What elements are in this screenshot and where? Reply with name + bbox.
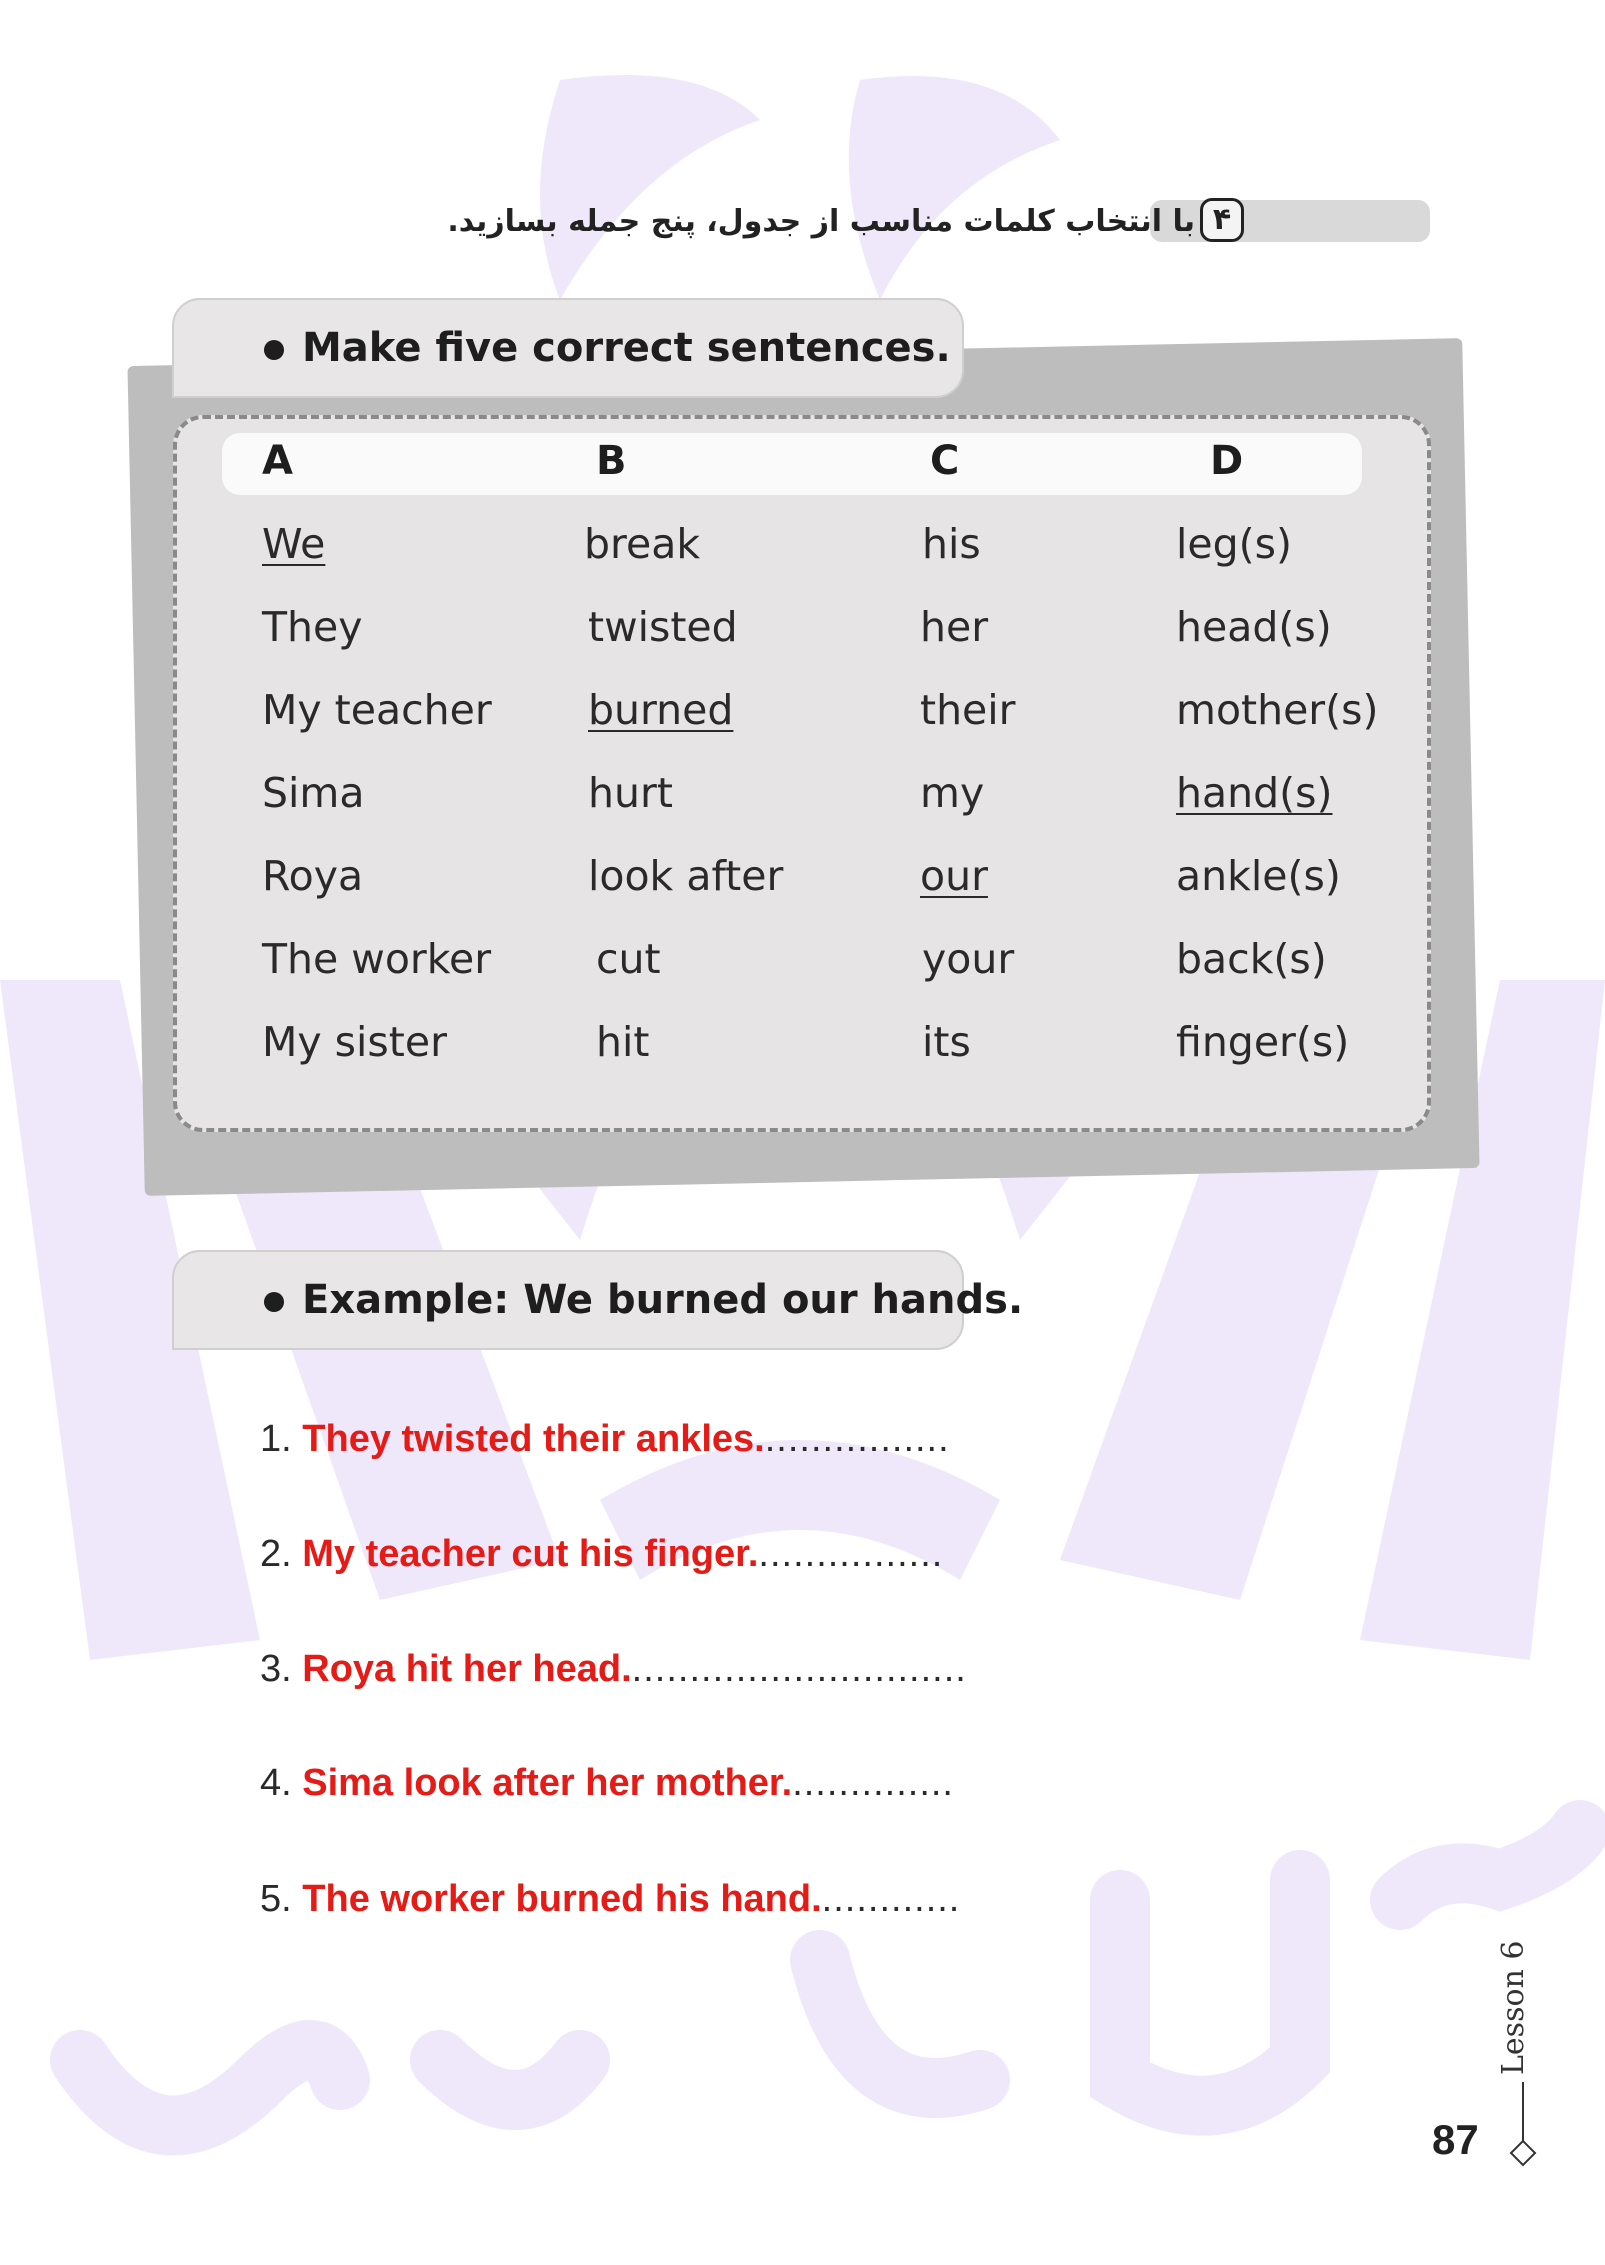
table-cell: mother(s) — [1176, 686, 1379, 734]
answer-line-1[interactable] — [260, 1418, 950, 1461]
table-cell: my — [920, 769, 985, 817]
table-cell: break — [584, 520, 701, 568]
table-cell: My sister — [262, 1018, 447, 1066]
answer-text: Roya hit her head. — [302, 1648, 632, 1690]
column-header-b: B — [596, 438, 627, 484]
table-cell: her — [920, 603, 989, 651]
answer-number: 4. — [260, 1762, 292, 1804]
table-cell: hit — [596, 1018, 650, 1066]
table-cell: We — [262, 520, 326, 568]
instruction-text: با انتخاب کلمات مناسب از جدول، پنج جمله بسازید. — [447, 204, 1195, 239]
table-cell: They — [262, 603, 363, 651]
answer-dots: ................ — [764, 1418, 950, 1460]
answer-line-5[interactable] — [260, 1878, 960, 1921]
table-cell: its — [922, 1018, 971, 1066]
bullet-dot-icon — [264, 1292, 284, 1312]
answer-text: They twisted their ankles. — [302, 1418, 765, 1460]
answer-dots: ............................. — [631, 1648, 967, 1690]
table-cell: cut — [596, 935, 661, 983]
table-cell: burned — [588, 686, 734, 734]
table-cell: back(s) — [1176, 935, 1327, 983]
column-header-a: A — [262, 438, 293, 484]
column-header-d: D — [1210, 438, 1244, 484]
table-cell: The worker — [262, 935, 492, 983]
page-number: 87 — [1432, 2116, 1479, 2163]
answer-line-4[interactable] — [260, 1762, 954, 1805]
answer-dots: ............ — [821, 1878, 961, 1920]
answer-text: Sima look after her mother. — [302, 1762, 793, 1804]
table-cell: our — [920, 852, 988, 900]
answer-number: 1. — [260, 1418, 292, 1460]
page-marker-line — [1522, 2082, 1524, 2144]
answer-text: My teacher cut his finger. — [302, 1533, 759, 1575]
example-header — [172, 1250, 1024, 1350]
answer-dots: ................ — [758, 1533, 944, 1575]
table-cell: your — [922, 935, 1015, 983]
table-cell: look after — [588, 852, 784, 900]
answer-line-3[interactable] — [260, 1648, 967, 1691]
diamond-icon — [1508, 2138, 1538, 2168]
table-cell: My teacher — [262, 686, 492, 734]
table-cell: head(s) — [1176, 603, 1332, 651]
bullet-dot-icon — [264, 340, 284, 360]
table-cell: Sima — [262, 769, 365, 817]
task-header — [172, 298, 964, 398]
example-sentence: Example: We burned our hands. — [302, 1277, 1024, 1323]
lesson-label: Lesson 6 — [1496, 1940, 1531, 2075]
column-header-c: C — [930, 438, 960, 484]
answer-number: 5. — [260, 1878, 292, 1920]
table-cell: hand(s) — [1176, 769, 1333, 817]
exercise-number-badge: ۴ — [1200, 198, 1244, 242]
table-cell: ankle(s) — [1176, 852, 1341, 900]
answer-line-2[interactable] — [260, 1533, 943, 1576]
answer-text: The worker burned his hand. — [302, 1878, 822, 1920]
table-header-row — [222, 433, 1362, 495]
table-cell: finger(s) — [1176, 1018, 1350, 1066]
answer-number: 3. — [260, 1648, 292, 1690]
table-cell: hurt — [588, 769, 673, 817]
table-cell: their — [920, 686, 1016, 734]
table-cell: leg(s) — [1176, 520, 1292, 568]
task-title: Make five correct sentences. — [302, 325, 951, 371]
table-cell: twisted — [588, 603, 738, 651]
table-cell: Roya — [262, 852, 364, 900]
answer-dots: .............. — [792, 1762, 954, 1804]
table-cell: his — [922, 520, 981, 568]
answer-number: 2. — [260, 1533, 292, 1575]
